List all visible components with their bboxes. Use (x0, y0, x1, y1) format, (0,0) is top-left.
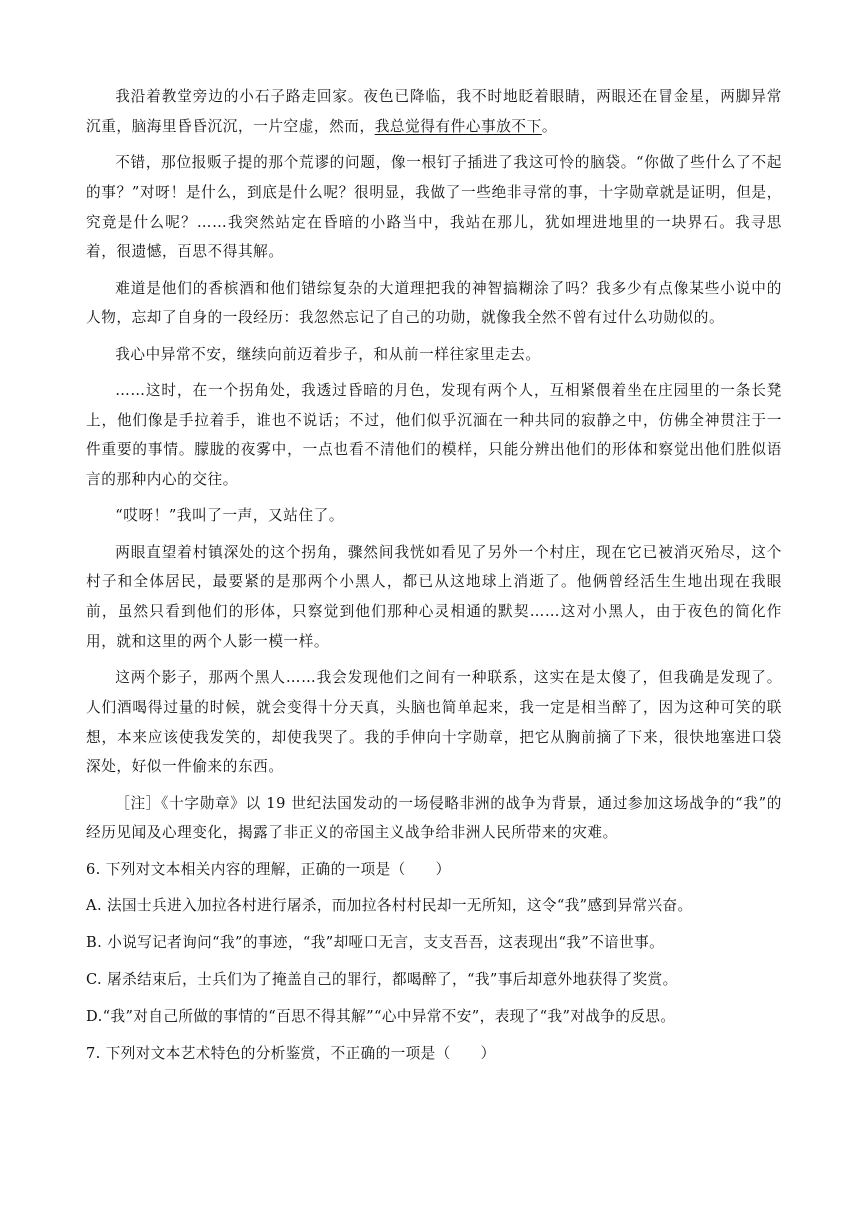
passage-paragraph-6: “哎呀！”我叫了一声，又站住了。 (115, 507, 345, 525)
p1-end: 。 (541, 117, 558, 135)
passage-paragraph-4: 我心中异常不安，继续向前迈着步子，和从前一样往家里走去。 (115, 345, 541, 363)
p1-text: 我沿着教堂旁边的小石子路走回家。夜色已降临，我不时地眨着眼睛，两眼还在冒金星，两脚异常沉重，脑海里昏昏沉沉，一片空虚，然而， (86, 88, 782, 135)
passage-paragraph-2: 不错，那位报贩子提的那个荒谬的问题，像一根钉子插进了我这可怜的脑袋。“你做了些什么了不起的事？”对呀！是什么，到底是什么呢？很明显，我做了一些绝非寻常的事，十字勋章就是证明，但是，究竟是什么呢？……我突然站定在昏暗的小路当中，我站在那儿，犹如埋进地里的一块界石。我寻思着，很遗憾，百思不得其解。 (86, 153, 782, 261)
passage-paragraph-8: 这两个影子，那两个黑人……我会发现他们之间有一种联系，这实在是太傻了，但我确是发现了。人们酒喝得过量的时候，就会变得十分天真，头脑也简单起来，我一定是相当醉了，因为这种可笑的联想，本来应该使我发笑的，却使我哭了。我的手伸向十字勋章，把它从胸前摘了下来，很快地塞进口袋深处，好似一件偷来的东西。 (86, 669, 782, 776)
passage-paragraph-1 (86, 82, 782, 148)
question-6-option-c: C. 屠杀结束后，士兵们为了掩盖自己的罪行，都喝醉了，“我”事后却意外地获得了奖赏。 (86, 971, 678, 989)
passage-paragraph-5: ……这时，在一个拐角处，我透过昏暗的月色，发现有两个人，互相紧偎着坐在庄园里的一条长凳上，他们像是手拉着手，谁也不说话；不过，他们似乎沉湎在一种共同的寂静之中，仿佛全神贯注于一件重要的事情。朦胧的夜雾中，一点也看不清他们的模样，只能分辨出他们的形体和察觉出他们胜似语言的那种内心的交往。 (86, 381, 782, 489)
question-6-option-a: A. 法国士兵进入加拉各村进行屠杀，而加拉各村村民却一无所知，这令“我”感到异常兴奋。 (86, 897, 693, 915)
question-6-option-d: D.“我”对自己所做的事情的“百思不得其解”“心中异常不安”，表现了“我”对战争的反思。 (86, 1007, 676, 1025)
question-7: 7. 下列对文本艺术特色的分析鉴赏，不正确的一项是（ ） (86, 1044, 496, 1062)
question-6: 6. 下列对文本相关内容的理解，正确的一项是（ ） (86, 860, 451, 878)
passage-note: ［注］《十字勋章》以 19 世纪法国发动的一场侵略非洲的战争为背景，通过参加这场战争的“我”的经历见闻及心理变化，揭露了非正义的帝国主义战争给非洲人民所带来的灾难。 (86, 794, 782, 842)
exam-page (86, 82, 782, 1075)
question-6-option-b: B. 小说写记者询问“我”的事迹，“我”却哑口无言，支支吾吾，这表现出“我”不谙世事。 (86, 934, 665, 952)
underlined-sentence: 我总觉得有件心事放不下 (374, 117, 542, 135)
passage-paragraph-3: 难道是他们的香槟酒和他们错综复杂的大道理把我的神智搞糊涂了吗？我多少有点像某些小说中的人物，忘却了自身的一段经历：我忽然忘记了自己的功勋，就像我全然不曾有过什么功勋似的。 (86, 279, 782, 327)
passage-paragraph-7: 两眼直望着村镇深处的这个拐角，骤然间我恍如看见了另外一个村庄，现在它已被消灭殆尽，这个村子和全体居民，最要紧的是那两个小黑人，都已从这地球上消逝了。他俩曾经活生生地出现在我眼前，虽然只看到他们的形体，只察觉到他们那种心灵相通的默契……这对小黑人，由于夜色的简化作用，就和这里的两个人影一模一样。 (86, 543, 782, 650)
